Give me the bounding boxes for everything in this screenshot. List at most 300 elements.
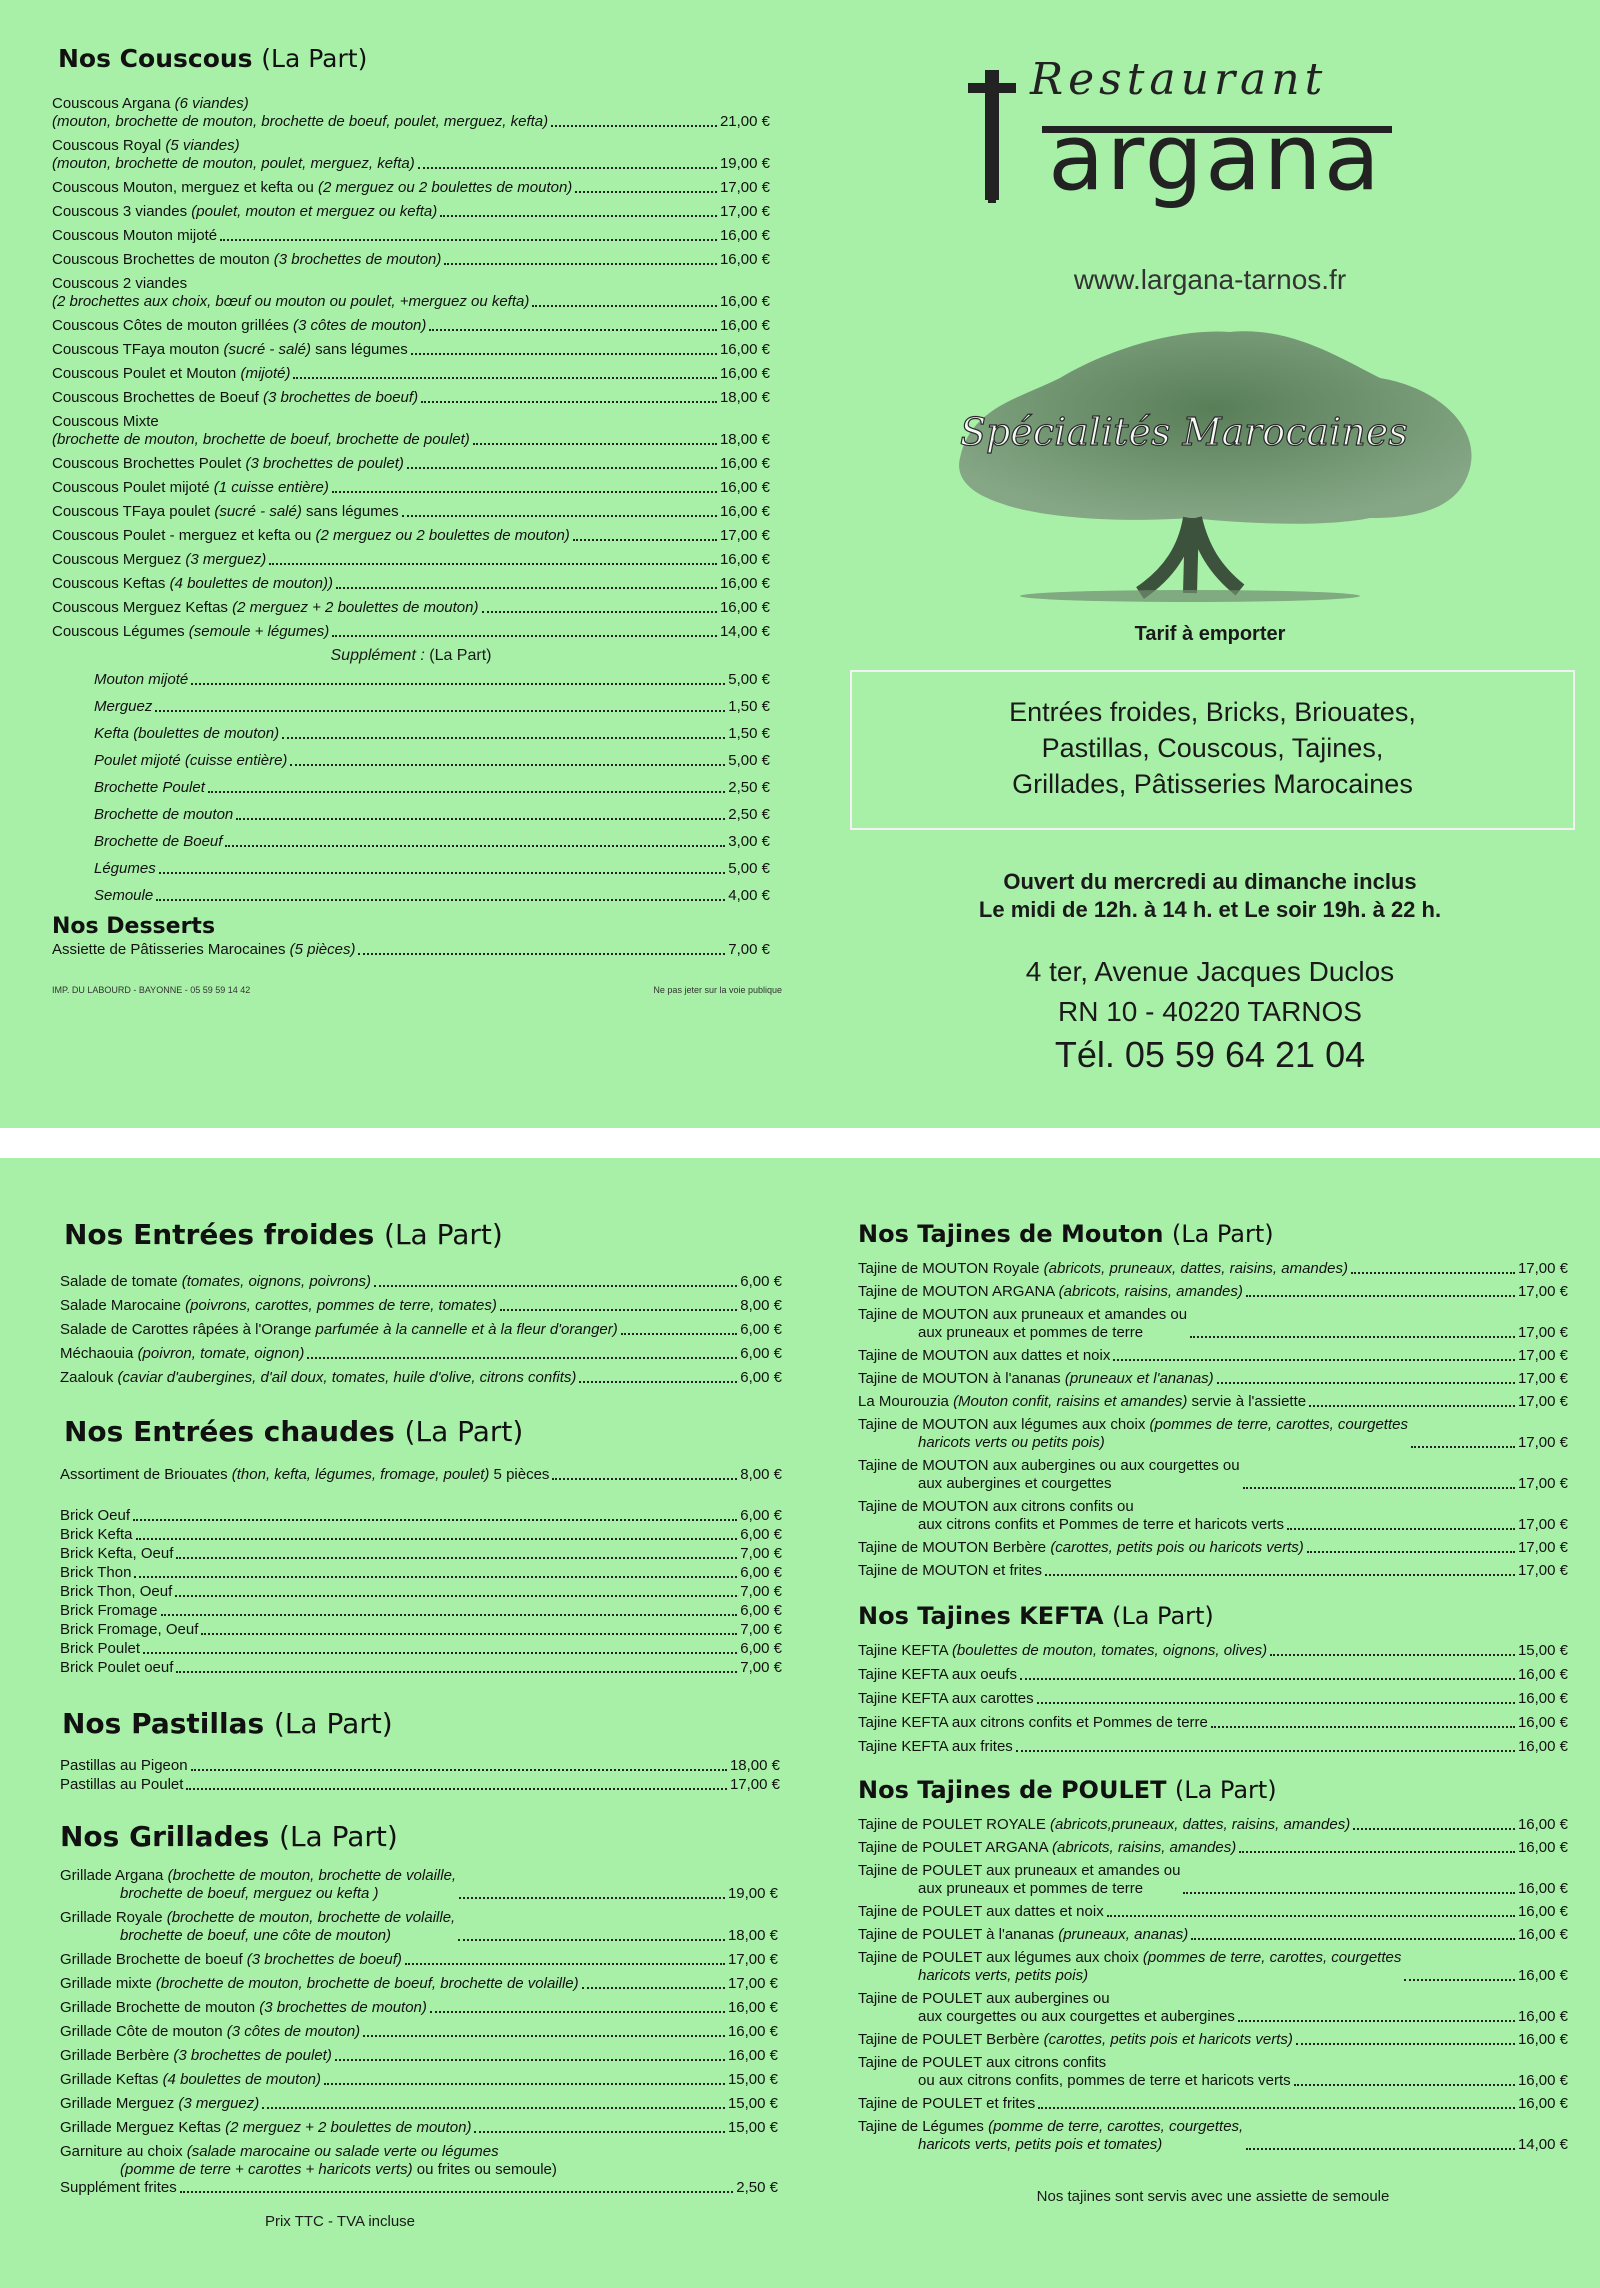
item-text (858, 2031, 1293, 2049)
item-description: (brochette de mouton, brochette de volaille, (166, 1909, 456, 1926)
item-description: (boulettes de mouton, tomates, oignons, olives) (951, 1642, 1268, 1659)
item-name: Tajine de MOUTON aux légumes aux choix (858, 1416, 1146, 1433)
item-name: Couscous Merguez Keftas (52, 599, 228, 616)
leader-dots (1038, 2107, 1515, 2109)
item-description: (pomme de terre, carottes, courgettes, (988, 2118, 1244, 2135)
item-price: 16,00 € (719, 599, 770, 616)
entrees-froides-list (60, 1273, 782, 1387)
garniture-name: Garniture au choix (60, 2143, 183, 2160)
item-price: 16,00 € (719, 251, 770, 268)
item-description-2: (mouton, brochette de mouton, brochette de boeuf, poulet, merguez, kefta) (52, 113, 549, 130)
address-line-1: 4 ter, Avenue Jacques Duclos (1025, 956, 1395, 987)
item-name: Brick Fromage, Oeuf (60, 1621, 199, 1638)
leader-dots (143, 1652, 737, 1654)
item-description: (3 merguez) (178, 2095, 260, 2112)
item-text (52, 251, 441, 269)
couscous-item (52, 623, 770, 641)
item-text (94, 806, 233, 824)
item-price: 17,00 € (1517, 1539, 1568, 1556)
leader-dots (133, 1519, 737, 1521)
item-name: Pastillas au Poulet (60, 1776, 184, 1793)
leader-dots (134, 1576, 737, 1578)
item-description: (poulet, mouton et merguez ou kefta) (191, 203, 438, 220)
tajines-mouton-title (858, 1220, 1570, 1248)
grillades-title-text: Nos Grillades (60, 1820, 270, 1853)
item-price: 21,00 € (719, 113, 770, 130)
grillade-item (60, 1909, 778, 1945)
item-text (858, 1283, 1243, 1301)
item-price: 7,00 € (740, 1659, 782, 1676)
item-price: 18,00 € (719, 431, 770, 448)
item-description: (3 brochettes de mouton) (259, 1999, 427, 2016)
tajine-poulet-item (858, 1926, 1568, 1944)
item-name: Brick Kefta, Oeuf (60, 1545, 174, 1562)
item-price: 16,00 € (719, 317, 770, 334)
tajine-mouton-item (858, 1347, 1568, 1365)
brick-item (60, 1525, 782, 1544)
tajine-poulet-item (858, 1816, 1568, 1834)
item-text (60, 1321, 618, 1339)
item-name: Salade Marocaine (60, 1297, 181, 1314)
leader-dots (332, 635, 717, 637)
item-price: 17,00 € (1517, 1370, 1568, 1387)
restaurant-logo (840, 40, 1580, 250)
tajine-mouton-item (858, 1370, 1568, 1388)
item-name: Tajine de MOUTON à l'ananas (858, 1370, 1061, 1387)
leader-dots (418, 167, 717, 169)
supplement-title-part: (La Part) (429, 647, 492, 664)
item-price: 17,00 € (1517, 1393, 1568, 1410)
item-name: Légumes (94, 860, 156, 877)
couscous-item (52, 227, 770, 245)
item-description: (semoule + légumes) (188, 623, 330, 640)
item-name: Couscous Mouton, merguez et kefta ou (52, 179, 314, 196)
item-price: 16,00 € (719, 503, 770, 520)
item-name-2: aux citrons confits et Pommes de terre et haricots verts (918, 1516, 1284, 1533)
item-name: Tajine KEFTA aux carottes (858, 1690, 1034, 1707)
right-column (858, 1220, 1570, 2205)
item-text (52, 575, 333, 593)
item-name: Zaalouk (60, 1369, 114, 1386)
item-text (60, 1775, 183, 1794)
argan-tree-icon (940, 318, 1500, 603)
couscous-item (52, 179, 770, 197)
garniture-after: ou frites ou semoule) (412, 2161, 557, 2178)
item-text (858, 2095, 1035, 2113)
item-name: Couscous 3 viandes (52, 203, 188, 220)
tree-illustration (840, 318, 1580, 603)
supplement-item (94, 833, 770, 851)
leader-dots (411, 353, 717, 355)
leader-dots (208, 791, 725, 793)
leader-dots (429, 329, 717, 331)
entree-froide-item (60, 1297, 782, 1315)
item-price: 8,00 € (740, 1466, 782, 1483)
item-price: 1,50 € (728, 698, 770, 715)
leader-dots (430, 2011, 725, 2013)
tajine-kefta-item (858, 1666, 1568, 1684)
item-name-2: aux pruneaux et pommes de terre (918, 1880, 1144, 1897)
pastillas-list (60, 1756, 780, 1794)
item-text (60, 2071, 321, 2089)
item-description: (2 merguez + 2 boulettes de mouton) (225, 2119, 472, 2136)
leader-dots (1351, 1272, 1515, 1274)
leader-dots (220, 239, 717, 241)
item-description: (2 merguez ou 2 boulettes de mouton) (317, 179, 573, 196)
leader-dots (458, 1939, 725, 1941)
leader-dots (1113, 1359, 1515, 1361)
item-description: (3 brochettes de poulet) (245, 455, 404, 472)
grillade-item (60, 2119, 778, 2137)
item-description: (pommes de terre, carottes, courgettes (1142, 1949, 1402, 1966)
item-text (858, 1393, 1306, 1411)
item-description: (poivron, tomate, oignon) (137, 1345, 305, 1362)
pastillas-title-part: (La Part) (273, 1707, 393, 1740)
leader-dots (1404, 1979, 1515, 1981)
leader-dots (1309, 1405, 1515, 1407)
grillade-item (60, 1951, 778, 1969)
leader-dots (335, 2059, 725, 2061)
tajine-mouton-item (858, 1260, 1568, 1278)
website-link[interactable]: www.largana-tarnos.fr (1073, 264, 1347, 295)
item-price: 1,50 € (728, 725, 770, 742)
item-price: 7,00 € (740, 1583, 782, 1600)
item-description: (caviar d'aubergines, d'ail doux, tomates, huile d'olive, citrons confits) (117, 1369, 577, 1386)
item-name: Tajine de MOUTON Royale (858, 1260, 1040, 1277)
leader-dots (186, 1788, 727, 1790)
item-description: (3 brochettes de poulet) (173, 2047, 332, 2064)
tajine-poulet-item (858, 1862, 1568, 1898)
supplement-item (94, 671, 770, 689)
leader-dots (1183, 1892, 1515, 1894)
supplement-item (94, 779, 770, 797)
leader-dots (136, 1538, 738, 1540)
item-description: (sucré - salé) (223, 341, 312, 358)
item-name: Brochette de mouton (94, 806, 234, 823)
leader-dots (1243, 1487, 1515, 1489)
brick-item (60, 1506, 782, 1525)
leader-dots (482, 611, 717, 613)
phone-number[interactable]: Tél. 05 59 64 21 04 (1054, 1034, 1366, 1075)
item-price: 16,00 € (719, 551, 770, 568)
item-price: 5,00 € (728, 860, 770, 877)
item-text (858, 1990, 1235, 2026)
leader-dots (176, 1671, 737, 1673)
item-text (858, 1862, 1180, 1898)
item-text (60, 1601, 158, 1620)
leader-dots (402, 515, 717, 517)
item-name: Couscous Brochettes Poulet (52, 455, 242, 472)
item-price: 16,00 € (727, 2023, 778, 2040)
item-name: Brochette Poulet (94, 779, 205, 796)
leader-dots (161, 1614, 738, 1616)
item-price: 14,00 € (719, 623, 770, 640)
item-description: (pruneaux et l'ananas) (1064, 1370, 1214, 1387)
item-description: (3 côtes de mouton) (292, 317, 427, 334)
item-description: (pommes de terre, carottes, courgettes (1149, 1416, 1408, 1433)
tajine-poulet-item (858, 1949, 1568, 1985)
item-price: 16,00 € (719, 293, 770, 310)
item-text (858, 1816, 1350, 1834)
item-name: Couscous Argana (52, 95, 171, 112)
item-name-2: ou aux citrons confits, pommes de terre et haricots verts (918, 2072, 1291, 2089)
item-name: Mouton mijoté (94, 671, 189, 688)
grillades-list (60, 1867, 778, 2137)
item-price: 5,00 € (728, 671, 770, 688)
item-text (52, 203, 437, 221)
item-text (52, 341, 408, 359)
item-name: La Mourouzia (858, 1393, 949, 1410)
brand-panel (840, 40, 1580, 1078)
item-text (52, 599, 479, 617)
item-description: (brochette de mouton, brochette de boeuf, brochette de volaille) (155, 1975, 579, 1992)
item-description: (abricots, raisins, amandes) (1058, 1283, 1243, 1300)
leader-dots (363, 2035, 725, 2037)
tajine-mouton-item (858, 1416, 1568, 1452)
tajine-mouton-item (858, 1457, 1568, 1493)
item-price: 7,00 € (740, 1621, 782, 1638)
item-name: Tajine KEFTA aux oeufs (858, 1666, 1017, 1683)
item-price: 17,00 € (729, 1776, 780, 1793)
leader-dots (473, 443, 717, 445)
tajine-poulet-item (858, 2054, 1568, 2090)
item-description-2: haricots verts, petits pois) (918, 1967, 1089, 1984)
leader-dots (474, 2131, 724, 2133)
leader-dots (332, 491, 717, 493)
item-text (52, 503, 399, 521)
leader-dots (500, 1309, 737, 1311)
menu-back-sheet (0, 1158, 1600, 2288)
item-description: (abricots,pruneaux, dattes, raisins, amandes) (1050, 1816, 1351, 1833)
offer-line-2: Pastillas, Couscous, Tajines, (1041, 733, 1384, 763)
item-price: 18,00 € (727, 1927, 778, 1944)
item-text (858, 1949, 1401, 1985)
footer-notes (52, 985, 782, 995)
item-price: 16,00 € (719, 455, 770, 472)
leader-dots (575, 191, 717, 193)
item-price: 6,00 € (740, 1564, 782, 1581)
item-text (60, 2047, 332, 2065)
leader-dots (1190, 1336, 1515, 1338)
item-price: 16,00 € (1517, 2072, 1568, 2089)
leader-dots (552, 1478, 737, 1480)
item-price: 16,00 € (727, 2047, 778, 2064)
couscous-item (52, 275, 770, 311)
tajines-kefta-list (858, 1642, 1568, 1756)
item-name: Kefta (boulettes de mouton) (94, 725, 280, 742)
item-text (858, 2054, 1291, 2090)
item-text (60, 1563, 131, 1582)
leader-dots (1238, 2020, 1515, 2022)
item-name: Pastillas au Pigeon (60, 1757, 188, 1774)
leader-dots (1246, 1295, 1515, 1297)
leader-dots (1217, 1382, 1515, 1384)
item-description: (2 merguez + 2 boulettes de mouton) (232, 599, 479, 616)
item-text (52, 455, 404, 473)
leader-dots (1246, 2148, 1515, 2150)
item-description: (4 boulettes de mouton)) (169, 575, 334, 592)
item-extra: sans légumes (311, 341, 408, 358)
item-price: 17,00 € (719, 203, 770, 220)
couscous-item (52, 413, 770, 449)
item-price: 5,00 € (728, 752, 770, 769)
item-name: Semoule (94, 887, 154, 904)
item-price: 17,00 € (1517, 1475, 1568, 1492)
item-description: (6 viandes) (174, 95, 249, 112)
couscous-list (52, 95, 770, 641)
item-text (858, 1690, 1034, 1708)
item-price: 16,00 € (1517, 1714, 1568, 1731)
item-price: 17,00 € (727, 1951, 778, 1968)
leader-dots (532, 305, 717, 307)
item-name: Tajine de MOUTON ARGANA (858, 1283, 1055, 1300)
item-price: 6,00 € (740, 1369, 782, 1386)
item-name: Couscous Keftas (52, 575, 166, 592)
leader-dots (1270, 1654, 1515, 1656)
garniture-desc-2: (pomme de terre + carottes + haricots verts) (120, 2161, 413, 2178)
item-price: 17,00 € (1517, 1434, 1568, 1451)
leader-dots (440, 215, 717, 217)
entree-froide-item (60, 1321, 782, 1339)
grillade-item (60, 2047, 778, 2065)
couscous-item (52, 389, 770, 407)
item-description: (Mouton confit, raisins et amandes) (953, 1393, 1188, 1410)
item-description: (1 cuisse entière) (213, 479, 329, 496)
item-name: Tajine de MOUTON aux citrons confits ou (858, 1498, 1134, 1515)
item-price: 6,00 € (740, 1321, 782, 1338)
item-description: (2 merguez ou 2 boulettes de mouton) (315, 527, 570, 544)
leader-dots (551, 125, 717, 127)
leader-dots (1020, 1678, 1515, 1680)
item-price: 16,00 € (1517, 1926, 1568, 1943)
brick-item (60, 1658, 782, 1677)
leader-dots (156, 899, 725, 901)
item-price: 6,00 € (740, 1602, 782, 1619)
grillade-item (60, 2023, 778, 2041)
item-text (858, 1416, 1408, 1452)
left-column (60, 1218, 780, 2230)
item-price: 17,00 € (1517, 1260, 1568, 1277)
item-name: Brick Poulet oeuf (60, 1659, 174, 1676)
item-text (52, 179, 572, 197)
pastillas-title (62, 1707, 780, 1740)
item-text (858, 1347, 1110, 1365)
item-text (60, 2119, 471, 2137)
couscous-item (52, 95, 770, 131)
item-price: 16,00 € (1517, 2008, 1568, 2025)
item-name: Tajine de POULET ROYALE (858, 1816, 1046, 1833)
couscous-title (58, 44, 772, 73)
tajine-poulet-item (858, 1839, 1568, 1857)
supplement-item (94, 752, 770, 770)
item-name-2: aux aubergines et courgettes (918, 1475, 1112, 1492)
item-name: Poulet mijoté (cuisse entière) (94, 752, 288, 769)
item-name: Couscous Légumes (52, 623, 185, 640)
item-text (60, 1582, 172, 1601)
grillade-item (60, 1867, 778, 1903)
item-name: Grillade mixte (60, 1975, 152, 1992)
leader-dots (358, 953, 725, 955)
couscous-item (52, 575, 770, 593)
dessert-item (52, 941, 770, 959)
item-name: Couscous Côtes de mouton grillées (52, 317, 289, 334)
item-price: 17,00 € (719, 527, 770, 544)
item-text (94, 887, 153, 905)
item-description: (mijoté) (240, 365, 291, 382)
item-text (94, 833, 222, 851)
entrees-chaudes-title (64, 1415, 780, 1448)
leader-dots (582, 1987, 725, 1989)
couscous-item (52, 455, 770, 473)
item-price: 19,00 € (719, 155, 770, 172)
item-extra: 5 pièces (489, 1466, 550, 1483)
item-name: Brick Poulet (60, 1640, 141, 1657)
item-name: Tajine de Légumes (858, 2118, 984, 2135)
item-name: Brochette de Boeuf (94, 833, 223, 850)
tajines-mouton-list (858, 1260, 1568, 1580)
leader-dots (175, 1595, 737, 1597)
leader-dots (459, 1897, 725, 1899)
semoule-note: Nos tajines sont servis avec une assiette de semoule (1036, 2188, 1390, 2205)
tajine-mouton-item (858, 1498, 1568, 1534)
item-price: 16,00 € (1517, 2031, 1568, 2048)
leader-dots (421, 401, 717, 403)
brick-item (60, 1601, 782, 1620)
item-description-2: brochette de boeuf, merguez ou kefta ) (120, 1885, 379, 1902)
leader-dots (290, 764, 725, 766)
item-name: Brick Thon (60, 1564, 132, 1581)
item-text (60, 1620, 198, 1639)
item-text (52, 227, 217, 245)
item-price: 15,00 € (727, 2095, 778, 2112)
couscous-section (52, 44, 782, 995)
leader-dots (176, 1557, 737, 1559)
brick-item (60, 1582, 782, 1601)
item-name: Couscous Poulet mijoté (52, 479, 210, 496)
item-name: Couscous Merguez (52, 551, 182, 568)
item-price: 17,00 € (1517, 1516, 1568, 1533)
item-text (94, 698, 152, 716)
item-name: Grillade Royale (60, 1909, 163, 1926)
item-text (94, 671, 188, 689)
item-price: 16,00 € (1517, 1738, 1568, 1755)
item-price: 15,00 € (727, 2119, 778, 2136)
leader-dots (293, 377, 716, 379)
leader-dots (405, 1963, 725, 1965)
item-price: 6,00 € (740, 1273, 782, 1290)
item-text (858, 1738, 1013, 1756)
leader-dots (1239, 1851, 1515, 1853)
couscous-item (52, 599, 770, 617)
offer-line-1: Entrées froides, Bricks, Briouates, (1009, 697, 1416, 727)
tajine-poulet-item (858, 1990, 1568, 2026)
item-price: 16,00 € (1517, 2095, 1568, 2112)
brick-item (60, 1639, 782, 1658)
item-price: 16,00 € (727, 1999, 778, 2016)
item-name: Tajine de MOUTON et frites (858, 1562, 1042, 1579)
item-text (858, 1457, 1240, 1493)
item-price: 17,00 € (1517, 1562, 1568, 1579)
item-text (858, 1926, 1188, 1944)
leader-dots (269, 563, 717, 565)
leader-dots (579, 1381, 737, 1383)
item-name: Tajine de MOUTON aux aubergines ou aux courgettes ou (858, 1457, 1240, 1474)
leader-dots (573, 539, 717, 541)
item-price: 16,00 € (1517, 1666, 1568, 1683)
item-description: (5 viandes) (165, 137, 240, 154)
item-price: 6,00 € (740, 1507, 782, 1524)
item-text (60, 1369, 576, 1387)
